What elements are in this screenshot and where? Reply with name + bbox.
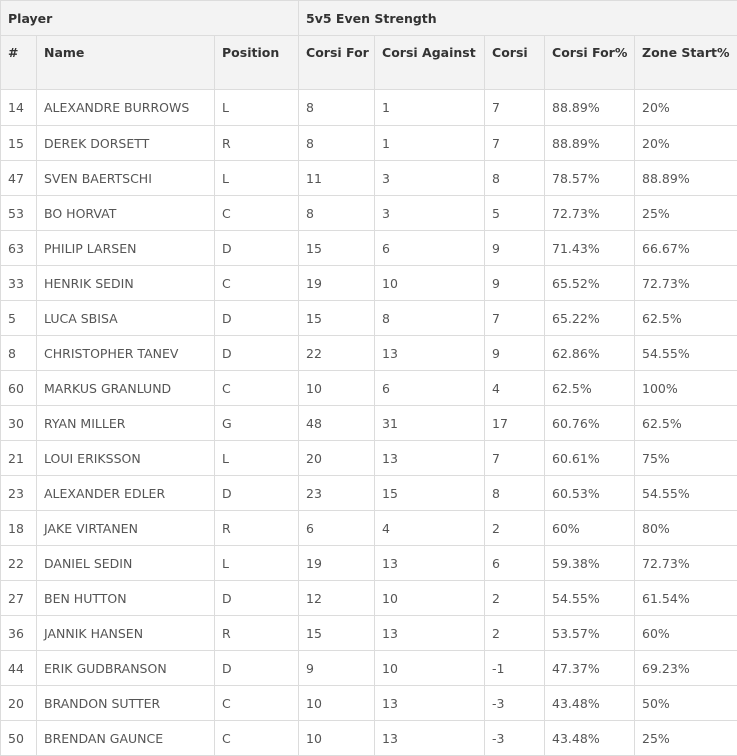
column-header-name[interactable]: Name [37, 36, 215, 90]
cell-number: 21 [1, 441, 37, 476]
cell-position: C [215, 266, 299, 301]
cell-corsi-against: 15 [375, 476, 485, 511]
cell-number: 36 [1, 616, 37, 651]
cell-zone-start-pct: 62.5% [635, 301, 737, 336]
cell-corsi-for: 10 [299, 686, 375, 721]
cell-corsi: -3 [485, 686, 545, 721]
cell-corsi-for: 19 [299, 266, 375, 301]
cell-zone-start-pct: 25% [635, 196, 737, 231]
cell-number: 60 [1, 371, 37, 406]
cell-corsi-for-pct: 72.73% [545, 196, 635, 231]
cell-corsi-against: 10 [375, 266, 485, 301]
cell-position: C [215, 196, 299, 231]
cell-corsi: 2 [485, 616, 545, 651]
table-row [1, 371, 737, 406]
cell-corsi: 7 [485, 301, 545, 336]
cell-name: MARKUS GRANLUND [37, 371, 215, 406]
table-row [1, 90, 737, 126]
cell-corsi-for: 20 [299, 441, 375, 476]
cell-corsi-against: 10 [375, 581, 485, 616]
table-row [1, 616, 737, 651]
cell-number: 20 [1, 686, 37, 721]
cell-position: D [215, 476, 299, 511]
table-row [1, 686, 737, 721]
cell-corsi-for: 19 [299, 546, 375, 581]
cell-corsi-for-pct: 47.37% [545, 651, 635, 686]
cell-corsi-against: 13 [375, 441, 485, 476]
cell-name: RYAN MILLER [37, 406, 215, 441]
cell-position: C [215, 371, 299, 406]
column-header-corsi-for[interactable]: Corsi For [299, 36, 375, 90]
cell-corsi: 9 [485, 231, 545, 266]
cell-corsi-for-pct: 65.52% [545, 266, 635, 301]
cell-corsi-for: 8 [299, 90, 375, 126]
cell-position: R [215, 511, 299, 546]
column-header-zone-start-pct[interactable]: Zone Start% [635, 36, 737, 90]
table-row [1, 721, 737, 756]
cell-number: 33 [1, 266, 37, 301]
cell-corsi-for-pct: 59.38% [545, 546, 635, 581]
cell-corsi: -3 [485, 721, 545, 756]
cell-corsi-against: 31 [375, 406, 485, 441]
cell-zone-start-pct: 54.55% [635, 336, 737, 371]
cell-zone-start-pct: 61.54% [635, 581, 737, 616]
cell-corsi-for-pct: 62.5% [545, 371, 635, 406]
cell-number: 5 [1, 301, 37, 336]
cell-position: D [215, 336, 299, 371]
cell-name: LOUI ERIKSSON [37, 441, 215, 476]
cell-corsi-against: 4 [375, 511, 485, 546]
cell-zone-start-pct: 100% [635, 371, 737, 406]
cell-position: L [215, 546, 299, 581]
table-row [1, 511, 737, 546]
table-row [1, 231, 737, 266]
cell-number: 23 [1, 476, 37, 511]
cell-corsi-for-pct: 71.43% [545, 231, 635, 266]
group-header-5v5-even-strength: 5v5 Even Strength [299, 1, 737, 36]
cell-position: L [215, 90, 299, 126]
cell-number: 50 [1, 721, 37, 756]
cell-zone-start-pct: 50% [635, 686, 737, 721]
cell-number: 15 [1, 126, 37, 161]
cell-corsi-for: 48 [299, 406, 375, 441]
cell-corsi-for-pct: 43.48% [545, 686, 635, 721]
cell-name: ERIK GUDBRANSON [37, 651, 215, 686]
cell-corsi-for-pct: 53.57% [545, 616, 635, 651]
cell-corsi-for: 15 [299, 231, 375, 266]
cell-name: BO HORVAT [37, 196, 215, 231]
cell-name: DEREK DORSETT [37, 126, 215, 161]
cell-zone-start-pct: 75% [635, 441, 737, 476]
cell-name: JANNIK HANSEN [37, 616, 215, 651]
cell-corsi: 5 [485, 196, 545, 231]
cell-corsi: -1 [485, 651, 545, 686]
cell-corsi-for-pct: 60.76% [545, 406, 635, 441]
cell-corsi-for: 10 [299, 371, 375, 406]
table-row [1, 126, 737, 161]
cell-corsi-for: 9 [299, 651, 375, 686]
cell-position: R [215, 126, 299, 161]
column-header-number[interactable]: # [1, 36, 37, 90]
cell-name: LUCA SBISA [37, 301, 215, 336]
column-header-position[interactable]: Position [215, 36, 299, 90]
cell-corsi-against: 8 [375, 301, 485, 336]
cell-number: 30 [1, 406, 37, 441]
cell-zone-start-pct: 62.5% [635, 406, 737, 441]
cell-corsi-against: 13 [375, 546, 485, 581]
table-row [1, 301, 737, 336]
cell-position: R [215, 616, 299, 651]
cell-position: D [215, 231, 299, 266]
cell-name: HENRIK SEDIN [37, 266, 215, 301]
cell-number: 44 [1, 651, 37, 686]
cell-zone-start-pct: 54.55% [635, 476, 737, 511]
table-row [1, 476, 737, 511]
table-row [1, 651, 737, 686]
cell-name: BRENDAN GAUNCE [37, 721, 215, 756]
cell-number: 8 [1, 336, 37, 371]
cell-position: C [215, 686, 299, 721]
cell-corsi: 7 [485, 441, 545, 476]
cell-corsi: 8 [485, 476, 545, 511]
cell-corsi-for: 6 [299, 511, 375, 546]
cell-zone-start-pct: 80% [635, 511, 737, 546]
cell-corsi: 8 [485, 161, 545, 196]
cell-name: CHRISTOPHER TANEV [37, 336, 215, 371]
cell-corsi-against: 6 [375, 231, 485, 266]
cell-number: 47 [1, 161, 37, 196]
cell-corsi-for-pct: 43.48% [545, 721, 635, 756]
cell-name: BRANDON SUTTER [37, 686, 215, 721]
cell-corsi-against: 1 [375, 126, 485, 161]
table-row [1, 266, 737, 301]
cell-corsi-for: 10 [299, 721, 375, 756]
column-header-row [1, 36, 737, 90]
cell-zone-start-pct: 66.67% [635, 231, 737, 266]
cell-corsi-for-pct: 88.89% [545, 126, 635, 161]
cell-corsi-against: 6 [375, 371, 485, 406]
cell-name: SVEN BAERTSCHI [37, 161, 215, 196]
cell-name: JAKE VIRTANEN [37, 511, 215, 546]
table-row [1, 336, 737, 371]
cell-corsi-against: 3 [375, 196, 485, 231]
table-row [1, 196, 737, 231]
table-row [1, 546, 737, 581]
cell-corsi: 2 [485, 511, 545, 546]
table-body [1, 90, 737, 756]
cell-name: DANIEL SEDIN [37, 546, 215, 581]
cell-corsi-against: 13 [375, 721, 485, 756]
cell-corsi: 17 [485, 406, 545, 441]
cell-corsi-for: 15 [299, 301, 375, 336]
table-row [1, 161, 737, 196]
table-row [1, 581, 737, 616]
cell-corsi: 9 [485, 336, 545, 371]
cell-corsi-for-pct: 62.86% [545, 336, 635, 371]
cell-corsi-for-pct: 54.55% [545, 581, 635, 616]
column-header-corsi-for-pct[interactable]: Corsi For% [545, 36, 635, 90]
cell-position: G [215, 406, 299, 441]
cell-corsi-for: 12 [299, 581, 375, 616]
cell-zone-start-pct: 72.73% [635, 546, 737, 581]
cell-position: D [215, 651, 299, 686]
column-header-corsi[interactable]: Corsi [485, 36, 545, 90]
column-header-corsi-against[interactable]: Corsi Against [375, 36, 485, 90]
cell-corsi-for-pct: 78.57% [545, 161, 635, 196]
group-header-player: Player [1, 1, 299, 36]
cell-corsi-against: 3 [375, 161, 485, 196]
cell-position: L [215, 441, 299, 476]
cell-corsi-for-pct: 88.89% [545, 90, 635, 126]
cell-number: 14 [1, 90, 37, 126]
cell-corsi-for-pct: 60.61% [545, 441, 635, 476]
cell-corsi-for: 15 [299, 616, 375, 651]
cell-corsi-for-pct: 65.22% [545, 301, 635, 336]
table-row [1, 441, 737, 476]
cell-corsi-for: 11 [299, 161, 375, 196]
cell-corsi: 6 [485, 546, 545, 581]
cell-corsi: 7 [485, 90, 545, 126]
cell-zone-start-pct: 72.73% [635, 266, 737, 301]
cell-corsi: 4 [485, 371, 545, 406]
cell-number: 18 [1, 511, 37, 546]
cell-corsi: 2 [485, 581, 545, 616]
cell-zone-start-pct: 25% [635, 721, 737, 756]
cell-corsi-against: 13 [375, 616, 485, 651]
cell-corsi-against: 13 [375, 336, 485, 371]
cell-name: PHILIP LARSEN [37, 231, 215, 266]
cell-corsi-for: 22 [299, 336, 375, 371]
cell-corsi: 7 [485, 126, 545, 161]
cell-position: D [215, 301, 299, 336]
cell-zone-start-pct: 20% [635, 90, 737, 126]
cell-number: 27 [1, 581, 37, 616]
table-row [1, 406, 737, 441]
group-header-row [1, 1, 737, 36]
cell-number: 22 [1, 546, 37, 581]
cell-corsi-for: 8 [299, 196, 375, 231]
cell-corsi: 9 [485, 266, 545, 301]
cell-position: L [215, 161, 299, 196]
cell-number: 53 [1, 196, 37, 231]
cell-corsi-for-pct: 60.53% [545, 476, 635, 511]
cell-position: D [215, 581, 299, 616]
cell-name: ALEXANDER EDLER [37, 476, 215, 511]
cell-zone-start-pct: 60% [635, 616, 737, 651]
cell-name: ALEXANDRE BURROWS [37, 90, 215, 126]
cell-number: 63 [1, 231, 37, 266]
cell-zone-start-pct: 69.23% [635, 651, 737, 686]
cell-corsi-against: 13 [375, 686, 485, 721]
cell-corsi-for: 8 [299, 126, 375, 161]
cell-position: C [215, 721, 299, 756]
cell-zone-start-pct: 20% [635, 126, 737, 161]
cell-corsi-for-pct: 60% [545, 511, 635, 546]
cell-corsi-against: 1 [375, 90, 485, 126]
cell-corsi-for: 23 [299, 476, 375, 511]
cell-name: BEN HUTTON [37, 581, 215, 616]
cell-zone-start-pct: 88.89% [635, 161, 737, 196]
cell-corsi-against: 10 [375, 651, 485, 686]
